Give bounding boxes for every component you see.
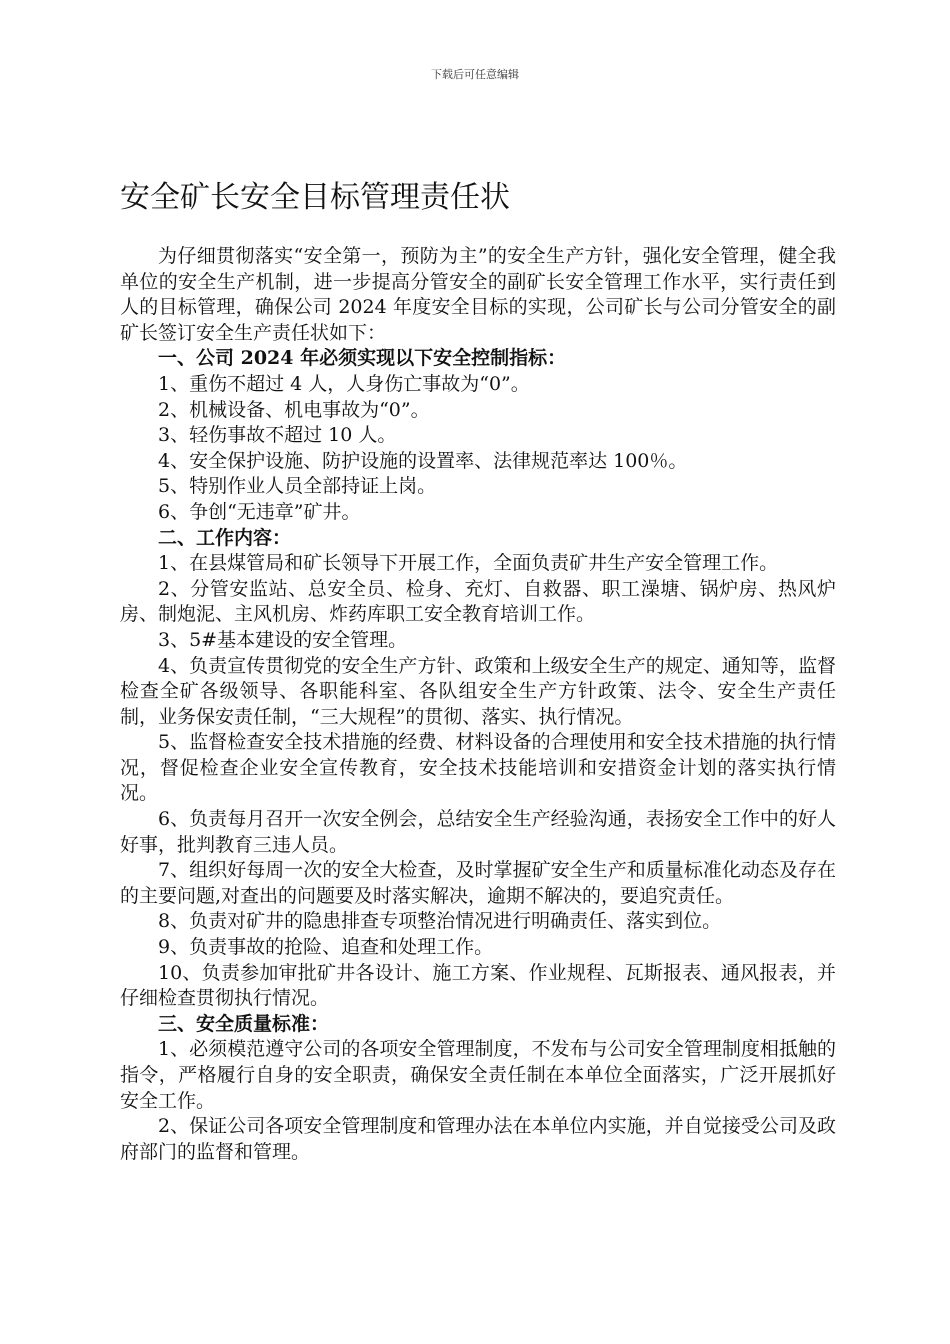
list-item: 9、负责事故的抢险、追查和处理工作。 <box>158 936 494 959</box>
list-item: 1、在县煤管局和矿长领导下开展工作，全面负责矿井生产安全管理工作。 <box>158 552 779 575</box>
list-item: 6、负责每月召开一次安全例会，总结安全生产经验沟通，表扬安全工作中的好人好事，批判教育三违人员。 <box>120 808 836 856</box>
list-item: 6、争创“无违章”矿井。 <box>158 500 361 523</box>
list-item: 2、分管安监站、总安全员、检身、充灯、自救器、职工澡塘、锅炉房、热风炉房、制炮泥、主风机房、炸药库职工安全教育培训工作。 <box>120 577 836 626</box>
list-item: 2、保证公司各项安全管理制度和管理办法在本单位内实施，并自觉接受公司及政府部门的监督和管理。 <box>120 1115 836 1163</box>
list-item: 7、组织好每周一次的安全大检查，及时掌握矿安全生产和质量标准化动态及存在的主要问题,对查出的问题要及时落实解决，逾期不解决的，要追究责任。 <box>120 859 836 907</box>
document-body <box>120 244 836 1165</box>
list-item: 2、机械设备、机电事故为“0”。 <box>158 398 430 421</box>
intro-paragraph: 为仔细贯彻落实“安全第一，预防为主”的安全生产方针，强化安全管理，健全我单位的安全生产机制，进一步提高分管安全的副矿长安全管理工作水平，实行责任到人的目标管理，确保公司 2024 年度安全目标的实现，公司矿长与公司分管安全的副矿长签订安全生产责任状如下： <box>120 245 836 344</box>
section-heading-3: 三、安全质量标准： <box>158 1012 330 1035</box>
list-item: 4、安全保护设施、防护设施的设置率、法律规范率达 100％。 <box>158 449 688 472</box>
list-item: 5、特别作业人员全部持证上岗。 <box>158 475 437 498</box>
list-item: 3、5#基本建设的安全管理。 <box>158 628 408 651</box>
header-note: 下载后可任意编辑 <box>431 68 519 81</box>
list-item: 4、负责宣传贯彻党的安全生产方针、政策和上级安全生产的规定、通知等，监督检查全矿各级领导、各职能科室、各队组安全生产方针政策、法令、安全生产责任制，业务保安责任制，“三大规程”的贯彻、落实、执行情况。 <box>120 654 836 728</box>
section-heading-2: 二、工作内容： <box>158 526 292 549</box>
document-title: 安全矿长安全目标管理责任状 <box>120 180 510 215</box>
list-item: 1、必须模范遵守公司的各项安全管理制度，不发布与公司安全管理制度相抵触的指令，严格履行自身的安全职责，确保安全责任制在本单位全面落实，广泛开展抓好安全工作。 <box>120 1038 836 1112</box>
list-item: 1、重伤不超过 4 人，人身伤亡事故为“0”。 <box>158 372 530 395</box>
list-item: 10、负责参加审批矿井各设计、施工方案、作业规程、瓦斯报表、通风报表，并仔细检查贯彻执行情况。 <box>120 961 836 1010</box>
list-item: 5、监督检查安全技术措施的经费、材料设备的合理使用和安全技术措施的执行情况，督促检查企业安全宣传教育，安全技术技能培训和安措资金计划的落实执行情况。 <box>120 731 836 805</box>
list-item: 3、轻伤事故不超过 10 人。 <box>158 424 397 447</box>
section-heading-1: 一、公司 2024 年必须实现以下安全控制指标： <box>158 347 567 370</box>
list-item: 8、负责对矿井的隐患排查专项整治情况进行明确责任、落实到位。 <box>158 910 722 933</box>
